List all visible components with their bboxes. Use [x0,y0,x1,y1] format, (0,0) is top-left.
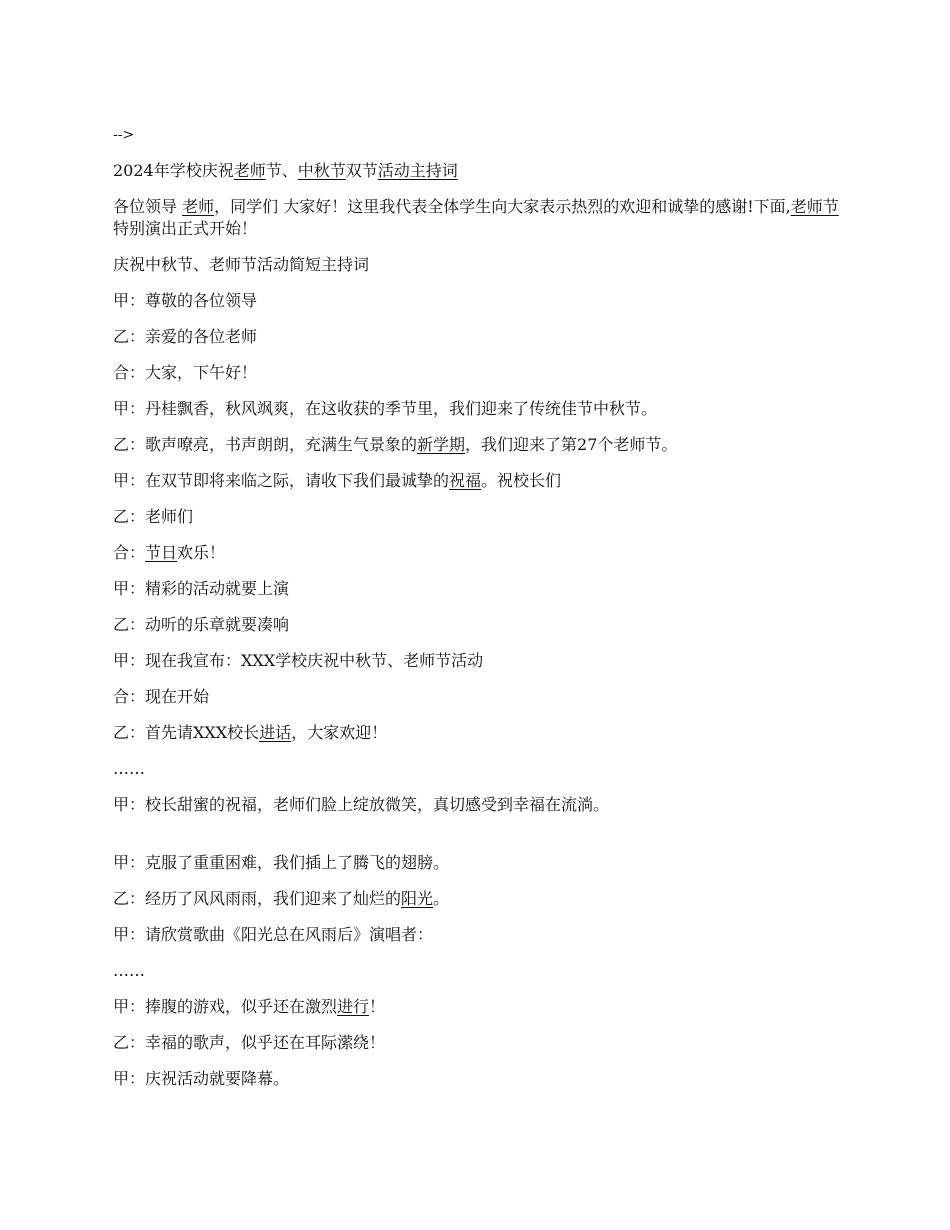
link-teachers-day[interactable]: 老师节 [790,197,839,216]
title-part: 2024年学校庆祝 [113,161,234,180]
link-holiday[interactable]: 节日 [145,543,178,562]
link-new-semester[interactable]: 新学期 [417,435,466,454]
line-text: 甲：捧腹的游戏，似乎还在激烈 [113,997,338,1016]
line-22: 甲：庆祝活动就要降幕。 [113,1069,290,1088]
ellipsis-1: …… [113,759,145,778]
line-6 [113,470,843,492]
line-20 [113,996,843,1018]
link-in-progress[interactable]: 进行 [337,997,370,1016]
line-12: 合：现在开始 [113,687,210,706]
line-text: ，我们迎来了第27个老师节。 [465,435,678,454]
intro-text: 特别演出正式开始！ [113,219,258,238]
comment-artifact: --> [113,127,135,143]
document-title [113,160,843,182]
line-11: 甲：现在我宣布：XXX学校庆祝中秋节、老师节活动 [113,651,484,670]
spacer [113,830,843,852]
section-subtitle: 庆祝中秋节、老师节活动简短主持词 [113,255,370,274]
intro-text: 各位领导 [113,197,183,216]
line-17 [113,888,843,910]
line-text: 欢乐！ [177,543,226,562]
line-text: 乙：歌声嘹亮，书声朗朗，充满生气景象的 [113,435,418,454]
document-page [113,124,843,1104]
line-text: 甲：在双节即将来临之际，请收下我们最诚挚的 [113,471,450,490]
line-text: ，大家欢迎！ [291,723,388,742]
line-2: 乙：亲爱的各位老师 [113,327,258,346]
line-text: 。祝校长们 [481,471,562,490]
line-15: 甲：校长甜蜜的祝福，老师们脸上绽放微笑，真切感受到幸福在流淌。 [113,795,610,814]
title-part: 节、 [265,161,298,180]
line-text: 乙：经历了风风雨雨，我们迎来了灿烂的 [113,889,402,908]
line-text: 。 [433,889,450,908]
intro-paragraph [113,196,843,240]
line-1: 甲：尊敬的各位领导 [113,291,258,310]
title-part: 双节 [345,161,378,180]
line-3: 合：大家，下午好！ [113,363,258,382]
line-10: 乙：动听的乐章就要凑响 [113,615,290,634]
line-9: 甲：精彩的活动就要上演 [113,579,290,598]
line-text: 合： [113,543,146,562]
line-text: ！ [369,997,386,1016]
line-21: 乙：幸福的歌声，似乎还在耳际潆绕！ [113,1033,386,1052]
line-7: 乙：老师们 [113,507,194,526]
line-13 [113,722,843,744]
link-teacher[interactable]: 老师 [233,161,266,180]
line-18: 甲：请欣赏歌曲《阳光总在风雨后》演唱者： [113,925,434,944]
link-teacher-2[interactable]: 老师 [182,197,215,216]
line-5 [113,434,843,456]
link-sunshine[interactable]: 阳光 [401,889,434,908]
line-8 [113,542,843,564]
line-16: 甲：克服了重重困难，我们插上了腾飞的翅膀。 [113,853,450,872]
link-speech[interactable]: 进话 [259,723,292,742]
link-blessing[interactable]: 祝福 [449,471,482,490]
link-host-script[interactable]: 活动主持词 [377,161,458,180]
line-4: 甲：丹桂飘香，秋风飒爽，在这收获的季节里，我们迎来了传统佳节中秋节。 [113,399,658,418]
line-text: 乙：首先请XXX校长 [113,723,260,742]
intro-text: ，同学们 大家好！这里我代表全体学生向大家表示热烈的欢迎和诚挚的感谢!下面, [214,197,791,216]
link-mid-autumn[interactable]: 中秋节 [297,161,346,180]
ellipsis-2: …… [113,961,145,980]
